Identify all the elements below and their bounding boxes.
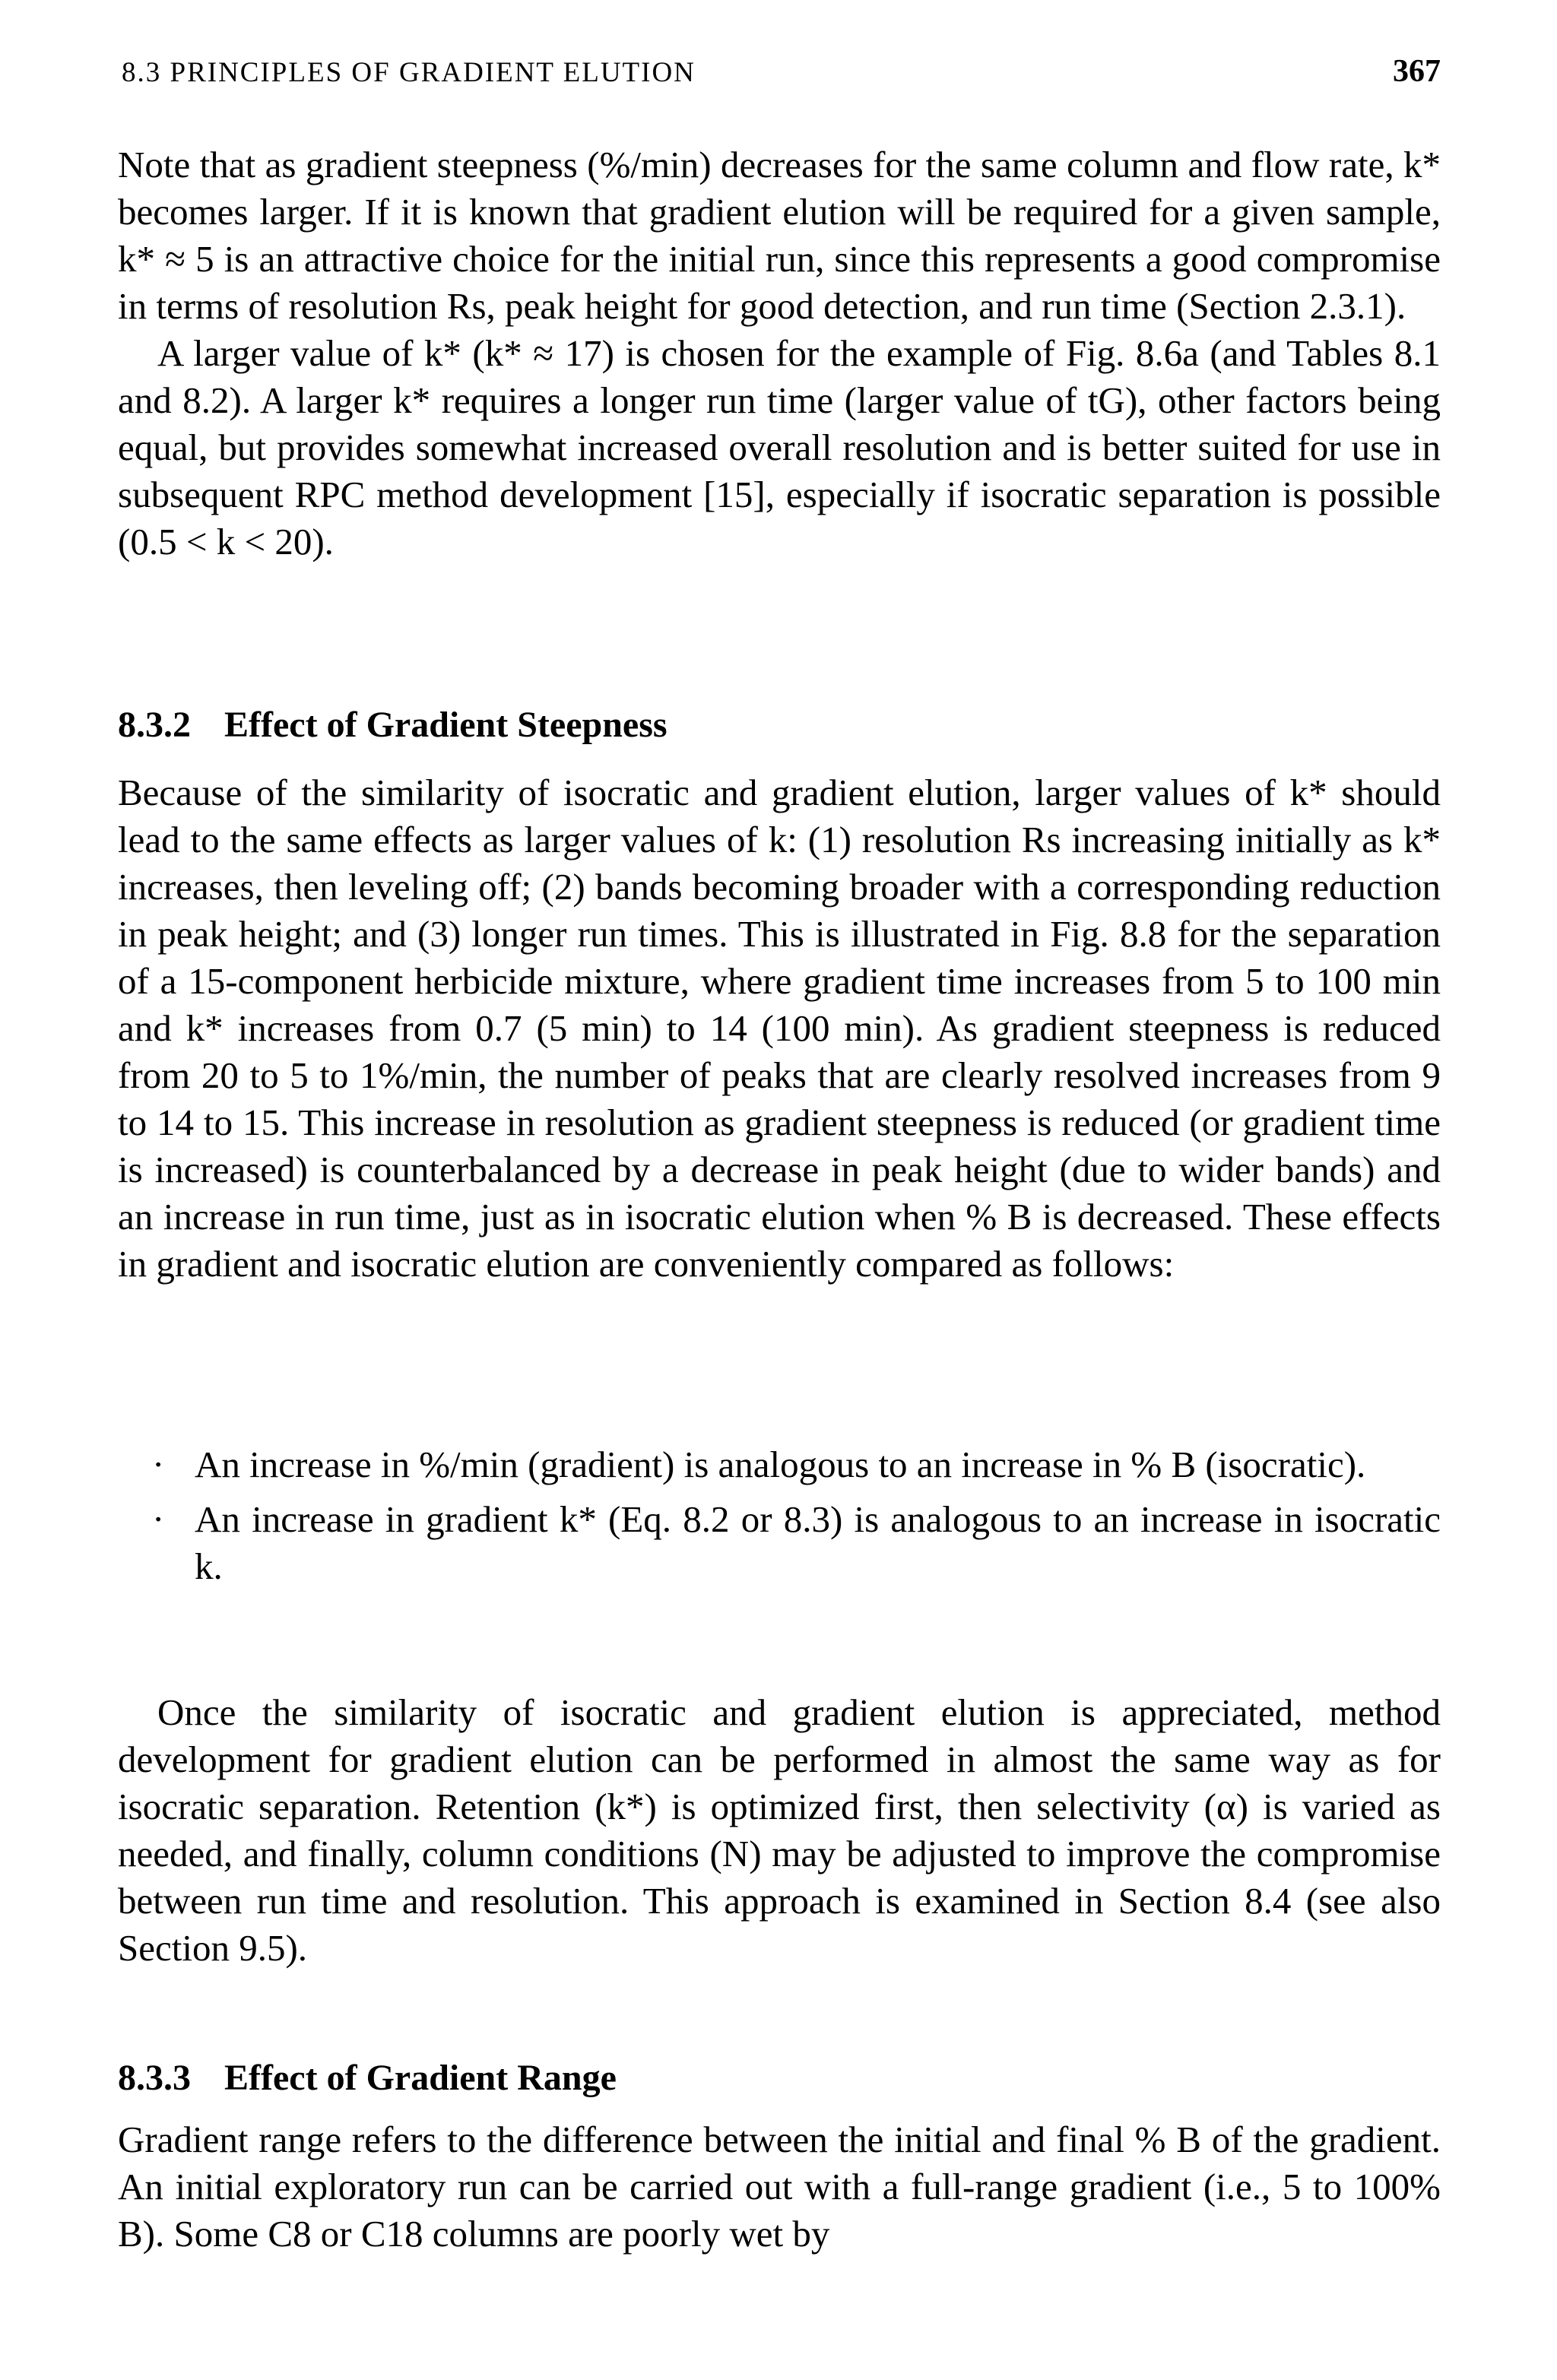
list-item	[152, 1496, 1441, 1590]
section-heading-8-3-3	[118, 2057, 1441, 2099]
list-item-text: An increase in %/min (gradient) is analogous to an increase in % B (isocratic).	[195, 1444, 1366, 1485]
intro-text	[118, 141, 1441, 566]
paragraph-k-star-choice: Note that as gradient steepness (%/min) decreases for the same column and flow rate, k* becomes larger. If it is known that gradient elution will be required for a given sample, k* ≈ 5 is an attractive choice for the initial run, since this represents a good compromise in terms of resolution Rs, peak height for good detection, and run time (Section 2.3.1).	[118, 144, 1441, 327]
section-number: 8.3.3	[118, 2058, 191, 2098]
bullet-icon: ·	[152, 1498, 165, 1540]
paragraph-larger-k-star: A larger value of k* (k* ≈ 17) is chosen for the example of Fig. 8.6a (and Tables 8.1 and 8.2). A larger k* requires a longer run time (larger value of tG), other factors being equal, but provides somewhat increased overall resolution and is better suited for use in subsequent RPC method development [15], especially if isocratic separation is possible (0.5 < k < 20).	[118, 332, 1441, 563]
analogy-list	[152, 1441, 1441, 1598]
running-head: 8.3 PRINCIPLES OF GRADIENT ELUTION	[122, 57, 696, 88]
page-number: 367	[1393, 54, 1441, 89]
list-item	[152, 1441, 1441, 1488]
section-title: Effect of Gradient Steepness	[224, 705, 668, 745]
paragraph-steepness-effects	[118, 769, 1441, 1288]
section-heading-8-3-2	[118, 704, 1441, 746]
section-title: Effect of Gradient Range	[224, 2058, 617, 2098]
list-item-text: An increase in gradient k* (Eq. 8.2 or 8.3) is analogous to an increase in isocratic k.	[195, 1498, 1441, 1587]
paragraph-method-development	[118, 1689, 1441, 1972]
page-header	[122, 53, 1441, 90]
paragraph-steepness: Because of the similarity of isocratic and gradient elution, larger values of k* should lead to the same effects as larger values of k: (1) resolution Rs increasing initially as k* increases, then leveling off; (2) bands becoming broader with a corresponding reduction in peak height; and (3) longer run times. This is illustrated in Fig. 8.8 for the separation of a 15-component herbicide mixture, where gradient time increases from 5 to 100 min and k* increases from 0.7 (5 min) to 14 (100 min). As gradient steepness is reduced from 20 to 5 to 1%/min, the number of peaks that are clearly resolved increases from 9 to 14 to 15. This increase in resolution as gradient steepness is reduced (or gradient time is increased) is counterbalanced by a decrease in peak height (due to wider bands) and an increase in run time, just as in isocratic elution when % B is decreased. These effects in gradient and isocratic elution are conveniently compared as follows:	[118, 772, 1441, 1285]
paragraph-method: Once the similarity of isocratic and gradient elution is appreciated, method development for gradient elution can be performed in almost the same way as for isocratic separation. Retention (k*) is optimized first, then selectivity (α) is varied as needed, and finally, column conditions (N) may be adjusted to improve the compromise between run time and resolution. This approach is examined in Section 8.4 (see also Section 9.5).	[118, 1691, 1441, 1969]
paragraph-gradient-range	[118, 2116, 1441, 2258]
section-number: 8.3.2	[118, 705, 191, 745]
bullet-icon: ·	[152, 1444, 165, 1485]
paragraph-range: Gradient range refers to the difference between the initial and final % B of the gradient. An initial exploratory run can be carried out with a full-range gradient (i.e., 5 to 100% B). Some C8 or C18 columns are poorly wet by	[118, 2119, 1441, 2255]
